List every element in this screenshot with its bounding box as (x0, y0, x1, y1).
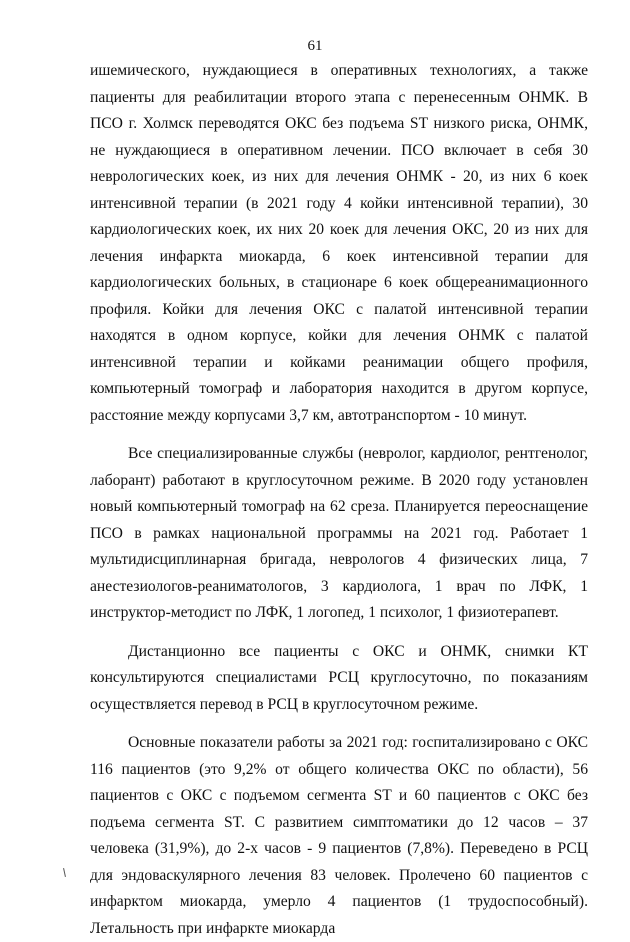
paragraph-facility-structure: ишемического, нуждающиеся в оперативных технологиях, а также пациенты для реабилитации второго этапа с перенесенным ОНМК. В ПСО г. Холмск переводятся ОКС без подъема ST низкого риска, ОНМК, не нуждающиеся в оперативном лечении. ПСО включает в себя 30 неврологических коек, из них для лечения ОНМК - 20, из них 6 коек интенсивной терапии (в 2021 году 4 койки интенсивной терапии), 30 кардиологических коек, их них 20 коек для лечения ОКС, 20 из них для лечения инфаркта миокарда, 6 коек интенсивной терапии для кардиологических больных, в стационаре 6 коек общереанимационного профиля. Койки для лечения ОКС с палатой интенсивной терапии находятся в одном корпусе, койки для лечения ОНМК с палатой интенсивной терапии и койками реанимации общего профиля, компьютерный томограф и лаборатория находится в другом корпусе, расстояние между корпусами 3,7 км, автотранспортом - 10 минут. (90, 62, 588, 424)
page-number: 61 (307, 38, 323, 54)
document-body (90, 58, 588, 942)
paragraph-specialized-services: Все специализированные службы (невролог, кардиолог, рентгенолог, лаборант) работают в круглосуточном режиме. В 2020 году установлен новый компьютерный томограф на 62 среза. Планируется переоснащение ПСО в рамках национальной программы на 2021 год. Работает 1 мультидисциплинарная бригада, неврологов 4 физических лица, 7 анестезиологов-реаниматологов, 3 кардиолога, 1 врач по ЛФК, 1 инструктор-методист по ЛФК, 1 логопед, 1 психолог, 1 физиотерапевт. (90, 445, 588, 621)
paragraph-key-indicators: Основные показатели работы за 2021 год: госпитализировано с ОКС 116 пациентов (это 9,2% от общего количества ОКС по области), 56 пациентов с ОКС с подъемом сегмента ST и 60 пациентов с ОКС без подъема сегмента ST. С развитием симптоматики до 12 часов – 37 человека (31,9%), до 2-х часов - 9 пациентов (7,8%). Переведено в РСЦ для эндоваскулярного лечения 83 человек. Пролечено 60 пациентов с инфарктом миокарда, умерло 4 пациентов (1 трудоспособный). Летальность при инфаркте миокарда (90, 734, 588, 937)
scan-artifact-mark (63, 868, 66, 877)
paragraph-remote-consultation: Дистанционно все пациенты с ОКС и ОНМК, снимки КТ консультируются специалистами РСЦ круглосуточно, по показаниям осуществляется перевод в РСЦ в круглосуточном режиме. (90, 642, 588, 713)
